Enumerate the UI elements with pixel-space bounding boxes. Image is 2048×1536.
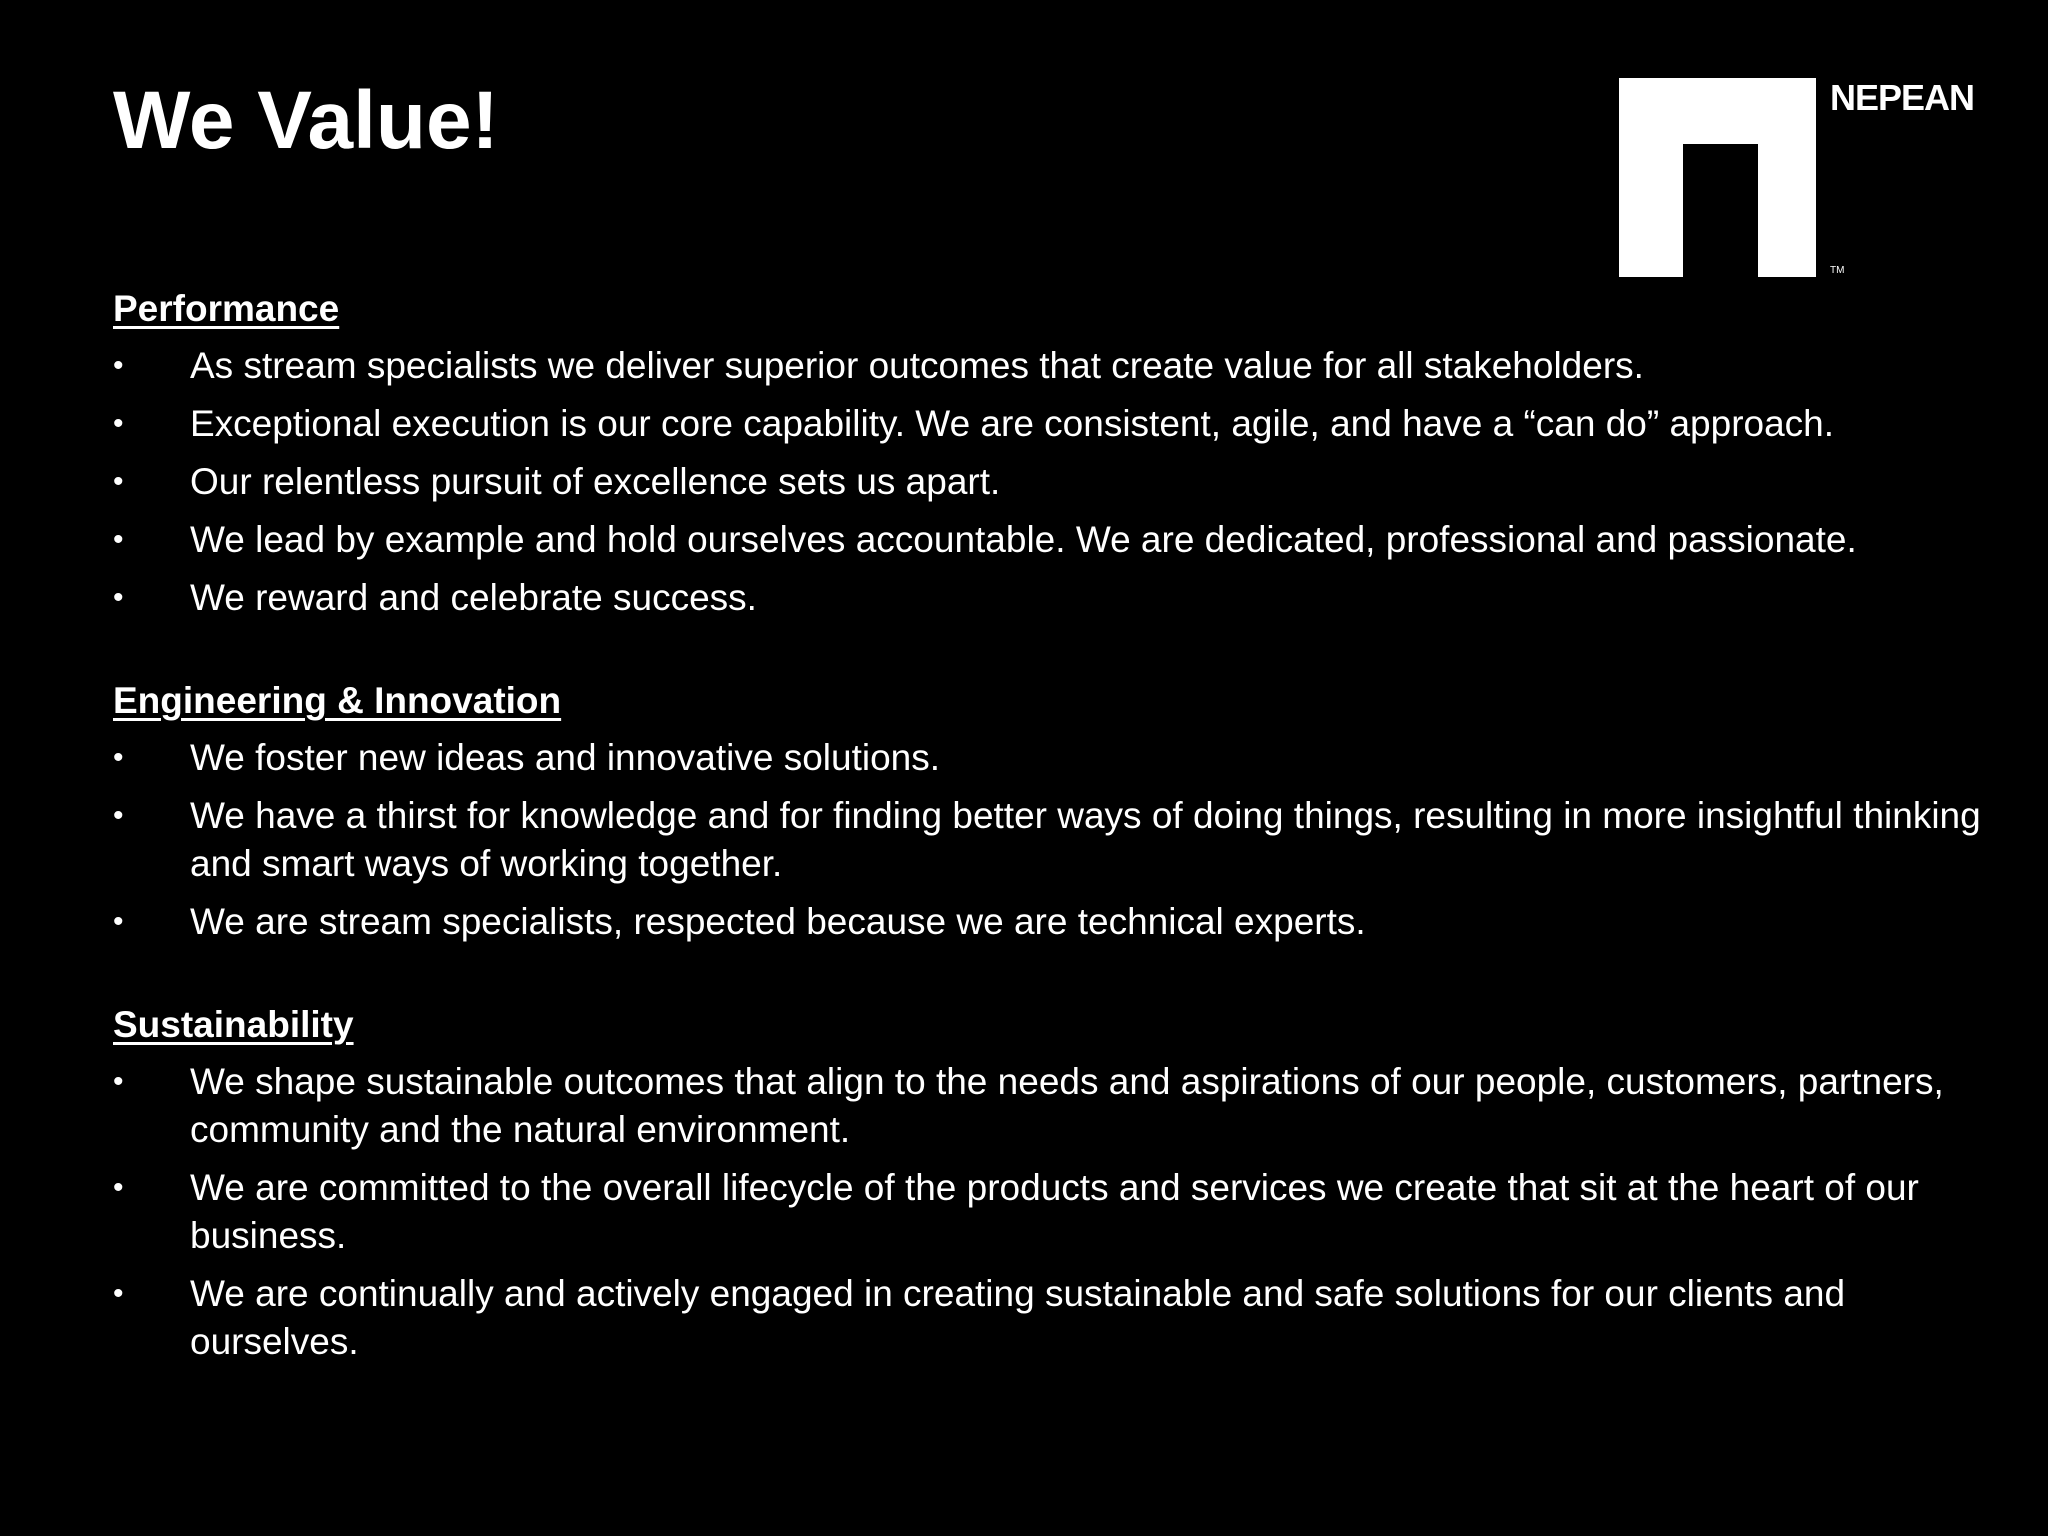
list-item xyxy=(113,792,2013,888)
list-item xyxy=(113,342,2013,390)
nepean-logo-icon xyxy=(1619,78,1816,277)
bullet-icon: • xyxy=(113,465,124,498)
list-item-text: We shape sustainable outcomes that align to the needs and aspirations of our people, customers, partners, community and the natural environment. xyxy=(190,1061,1944,1150)
list-item-text: We lead by example and hold ourselves accountable. We are dedicated, professional and passionate. xyxy=(190,519,1857,560)
bullet-icon: • xyxy=(113,799,124,832)
logo-wordmark: NEPEAN xyxy=(1830,77,1975,118)
bullet-list xyxy=(113,1058,2013,1366)
list-item xyxy=(113,458,2013,506)
list-item-text: We foster new ideas and innovative solutions. xyxy=(190,737,941,778)
list-item-text: We reward and celebrate success. xyxy=(190,577,757,618)
list-item-text: Our relentless pursuit of excellence sets us apart. xyxy=(190,461,1001,502)
section-performance xyxy=(113,286,2013,622)
list-item-text: Exceptional execution is our core capability. We are consistent, agile, and have a “can do” approach. xyxy=(190,403,1835,444)
section-heading: Performance xyxy=(113,288,340,329)
bullet-list xyxy=(113,734,2013,946)
bullet-icon: • xyxy=(113,349,124,382)
list-item-text: We are committed to the overall lifecycle of the products and services we create that sit at the heart of our business. xyxy=(190,1167,1919,1256)
list-item-text: We are stream specialists, respected because we are technical experts. xyxy=(190,901,1366,942)
bullet-icon: • xyxy=(113,1171,124,1204)
bullet-icon: • xyxy=(113,905,124,938)
bullet-icon: • xyxy=(113,1277,124,1310)
values-content xyxy=(113,286,2013,1422)
section-sustainability xyxy=(113,1002,2013,1366)
list-item xyxy=(113,574,2013,622)
list-item xyxy=(113,400,2013,448)
bullet-list xyxy=(113,342,2013,622)
section-heading: Engineering & Innovation xyxy=(113,680,562,721)
list-item-text: We are continually and actively engaged in creating sustainable and safe solutions for our clients and ourselves. xyxy=(190,1273,1846,1362)
bullet-icon: • xyxy=(113,741,124,774)
list-item xyxy=(113,898,2013,946)
section-heading: Sustainability xyxy=(113,1004,354,1045)
section-engineering-innovation xyxy=(113,678,2013,946)
list-item-text: We have a thirst for knowledge and for finding better ways of doing things, resulting in more insightful thinking and smart ways of working together. xyxy=(190,795,1981,884)
slide-title: We Value! xyxy=(113,75,499,166)
list-item xyxy=(113,734,2013,782)
list-item xyxy=(113,1058,2013,1154)
bullet-icon: • xyxy=(113,1065,124,1098)
list-item xyxy=(113,516,2013,564)
list-item-text: As stream specialists we deliver superior outcomes that create value for all stakeholders. xyxy=(190,345,1644,386)
list-item xyxy=(113,1164,2013,1260)
bullet-icon: • xyxy=(113,581,124,614)
logo-trademark: TM xyxy=(1830,265,1845,276)
list-item xyxy=(113,1270,2013,1366)
nepean-logo xyxy=(1619,78,1979,288)
bullet-icon: • xyxy=(113,407,124,440)
bullet-icon: • xyxy=(113,523,124,556)
